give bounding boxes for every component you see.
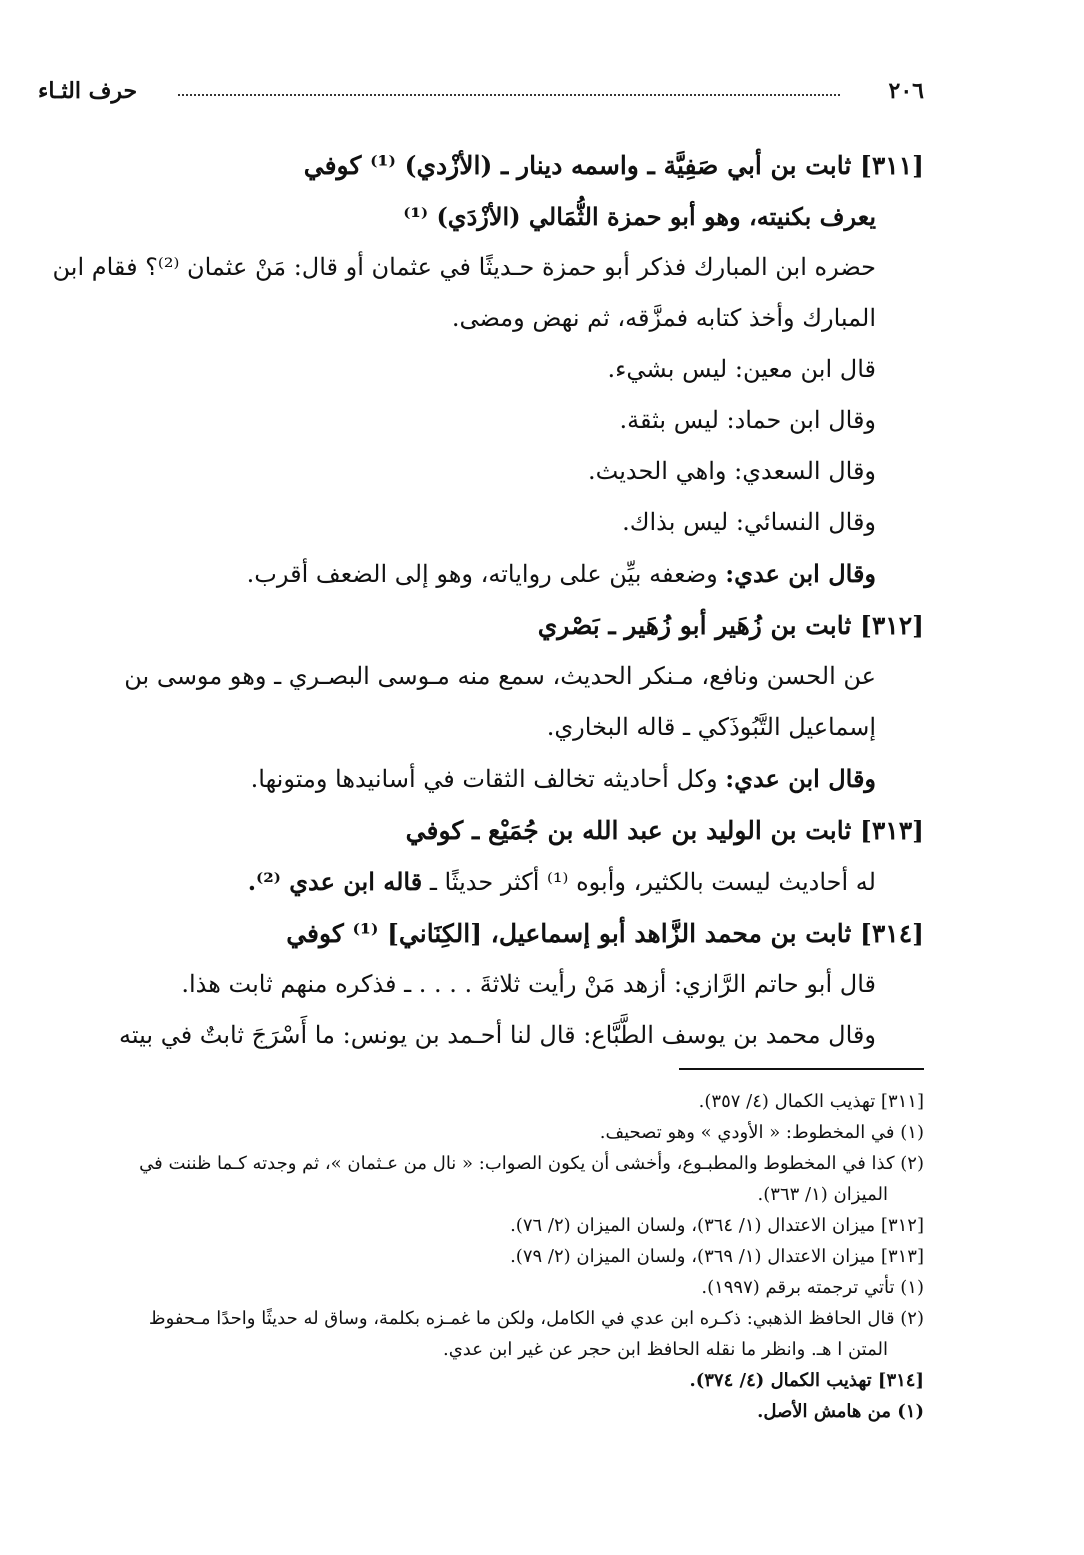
entry-311-title: [٣١١] ثابت بن أبي صَفِيَّة ـ واسمه دينار ـ (الأزْدي) ⁽¹⁾ كوفي [303, 151, 924, 180]
footnotes [42, 1086, 924, 1427]
entry-311-quote-ibn-hammad: وقال ابن حماد: ليس بثقة. [619, 406, 876, 434]
chapter-title: حرف الثـاء [38, 78, 138, 104]
footnote-311-1: (١) في المخطوط: « الأودي » وهو تصحيف. [599, 1122, 924, 1143]
entry-313-paragraph [42, 856, 924, 908]
page-header [38, 72, 924, 112]
footnote-313-2: (٢) قال الحافظ الذهبي: ذكـره ابن عدي في الكامل، ولكن ما غمـزه بكلمة، وساق له حديثًا واحدًا مـحفوظ [148, 1308, 924, 1329]
footnote-312-source: [٣١٢] ميزان الاعتدال (١/ ٣٦٤)، ولسان الميزان (٢/ ٧٦). [510, 1215, 924, 1236]
page-number: ٢٠٦ [888, 78, 924, 104]
footnote-311-2-continued: الميزان (١/ ٣٦٣). [757, 1184, 888, 1205]
entry-311-quote-saadi: وقال السعدي: واهي الحديث. [588, 457, 876, 485]
entry-313-text: له أحاديث ليست بالكثير، وأبوه ⁽¹⁾ أكثر حديثًا ـ [429, 868, 876, 896]
entry-313-title: [٣١٣] ثابت بن الوليد بن عبد الله بن جُمَيْع ـ كوفي [405, 816, 924, 845]
entry-312-paragraph: عن الحسن ونافع، مـنكر الحديث، سمع منه مـوسى البصـري ـ وهو موسى بن إسماعيل التَّبُوذَكي ـ قاله البخاري. [124, 662, 876, 741]
footnote-314-1: (١) من هامش الأصل. [757, 1401, 924, 1422]
quote-text: وكل أحاديثه تخالف الثقات في أسانيدها ومتونها. [250, 765, 718, 793]
entry-311-quote-nasai: وقال النسائي: ليس بذاك. [622, 508, 876, 536]
quote-label: وقال ابن عدي: [725, 559, 876, 588]
entry-314-quote-tabba: وقال محمد بن يوسف الطَّبَّاع: قال لنا أحـمد بن يونس: ما أَسْرَجَ ثابتٌ في بيته [119, 1021, 876, 1049]
footnote-311-2: (٢) كذا في المخطوط والمطبـوع، وأخشى أن يكون الصواب: « نال من عـثمان »، ثم وجدته كـما ظننت في [139, 1153, 924, 1174]
entry-313-attribution: قاله ابن عدي ⁽²⁾. [247, 867, 423, 896]
entry-311-kunya: يعرف بكنيته، وهو أبو حمزة الثُّمَالي (الأزْدَي) ⁽¹⁾ [403, 202, 876, 231]
header-dotted-rule [178, 94, 840, 96]
main-text [42, 140, 924, 1061]
entry-312-title: [٣١٢] ثابت بن زُهَير أبو زُهَير ـ بَصْري [537, 611, 924, 640]
entry-311-paragraph: حضره ابن المبارك فذكر أبو حمزة حـديثًا في عثمان أو قال: مَنْ عثمان ⁽²⁾؟ فقام ابن المبارك وأخذ كتابه فمزَّقه، ثم نهض ومضى. [52, 253, 876, 332]
entry-314-title: [٣١٤] ثابت بن محمد الزَّاهد أبو إسماعيل، [الكِنَاني] ⁽¹⁾ كوفي [286, 919, 924, 948]
entry-311-quote-ibn-maein: قال ابن معين: ليس بشيء. [607, 355, 876, 383]
footnote-separator [679, 1068, 924, 1070]
footnote-313-source: [٣١٣] ميزان الاعتدال (١/ ٣٦٩)، ولسان الميزان (٢/ ٧٩). [510, 1246, 924, 1267]
entry-314-quote-abu-hatim: قال أبو حاتم الرَّازي: أزهد مَنْ رأيت ثلاثةَ . . . . ـ فذكره منهم ثابت هذا. [181, 970, 876, 998]
footnote-311-source: [٣١١] تهذيب الكمال (٤/ ٣٥٧). [698, 1091, 924, 1112]
entry-312-quote-ibn-adi [42, 753, 924, 805]
footnote-314-source: [٣١٤] تهذيب الكمال (٤/ ٣٧٤). [689, 1370, 924, 1391]
entry-311-quote-ibn-adi [42, 548, 924, 600]
footnote-313-2-continued: المتن ا هـ. وانظر ما نقله الحافظ ابن حجر عن غير ابن عدي. [442, 1339, 888, 1360]
quote-label: وقال ابن عدي: [725, 764, 876, 793]
footnote-313-1: (١) تأتي ترجمته برقم (١٩٩٧). [701, 1277, 924, 1298]
quote-text: وضعفه بيِّن على رواياته، وهو إلى الضعف أقرب. [246, 560, 718, 588]
